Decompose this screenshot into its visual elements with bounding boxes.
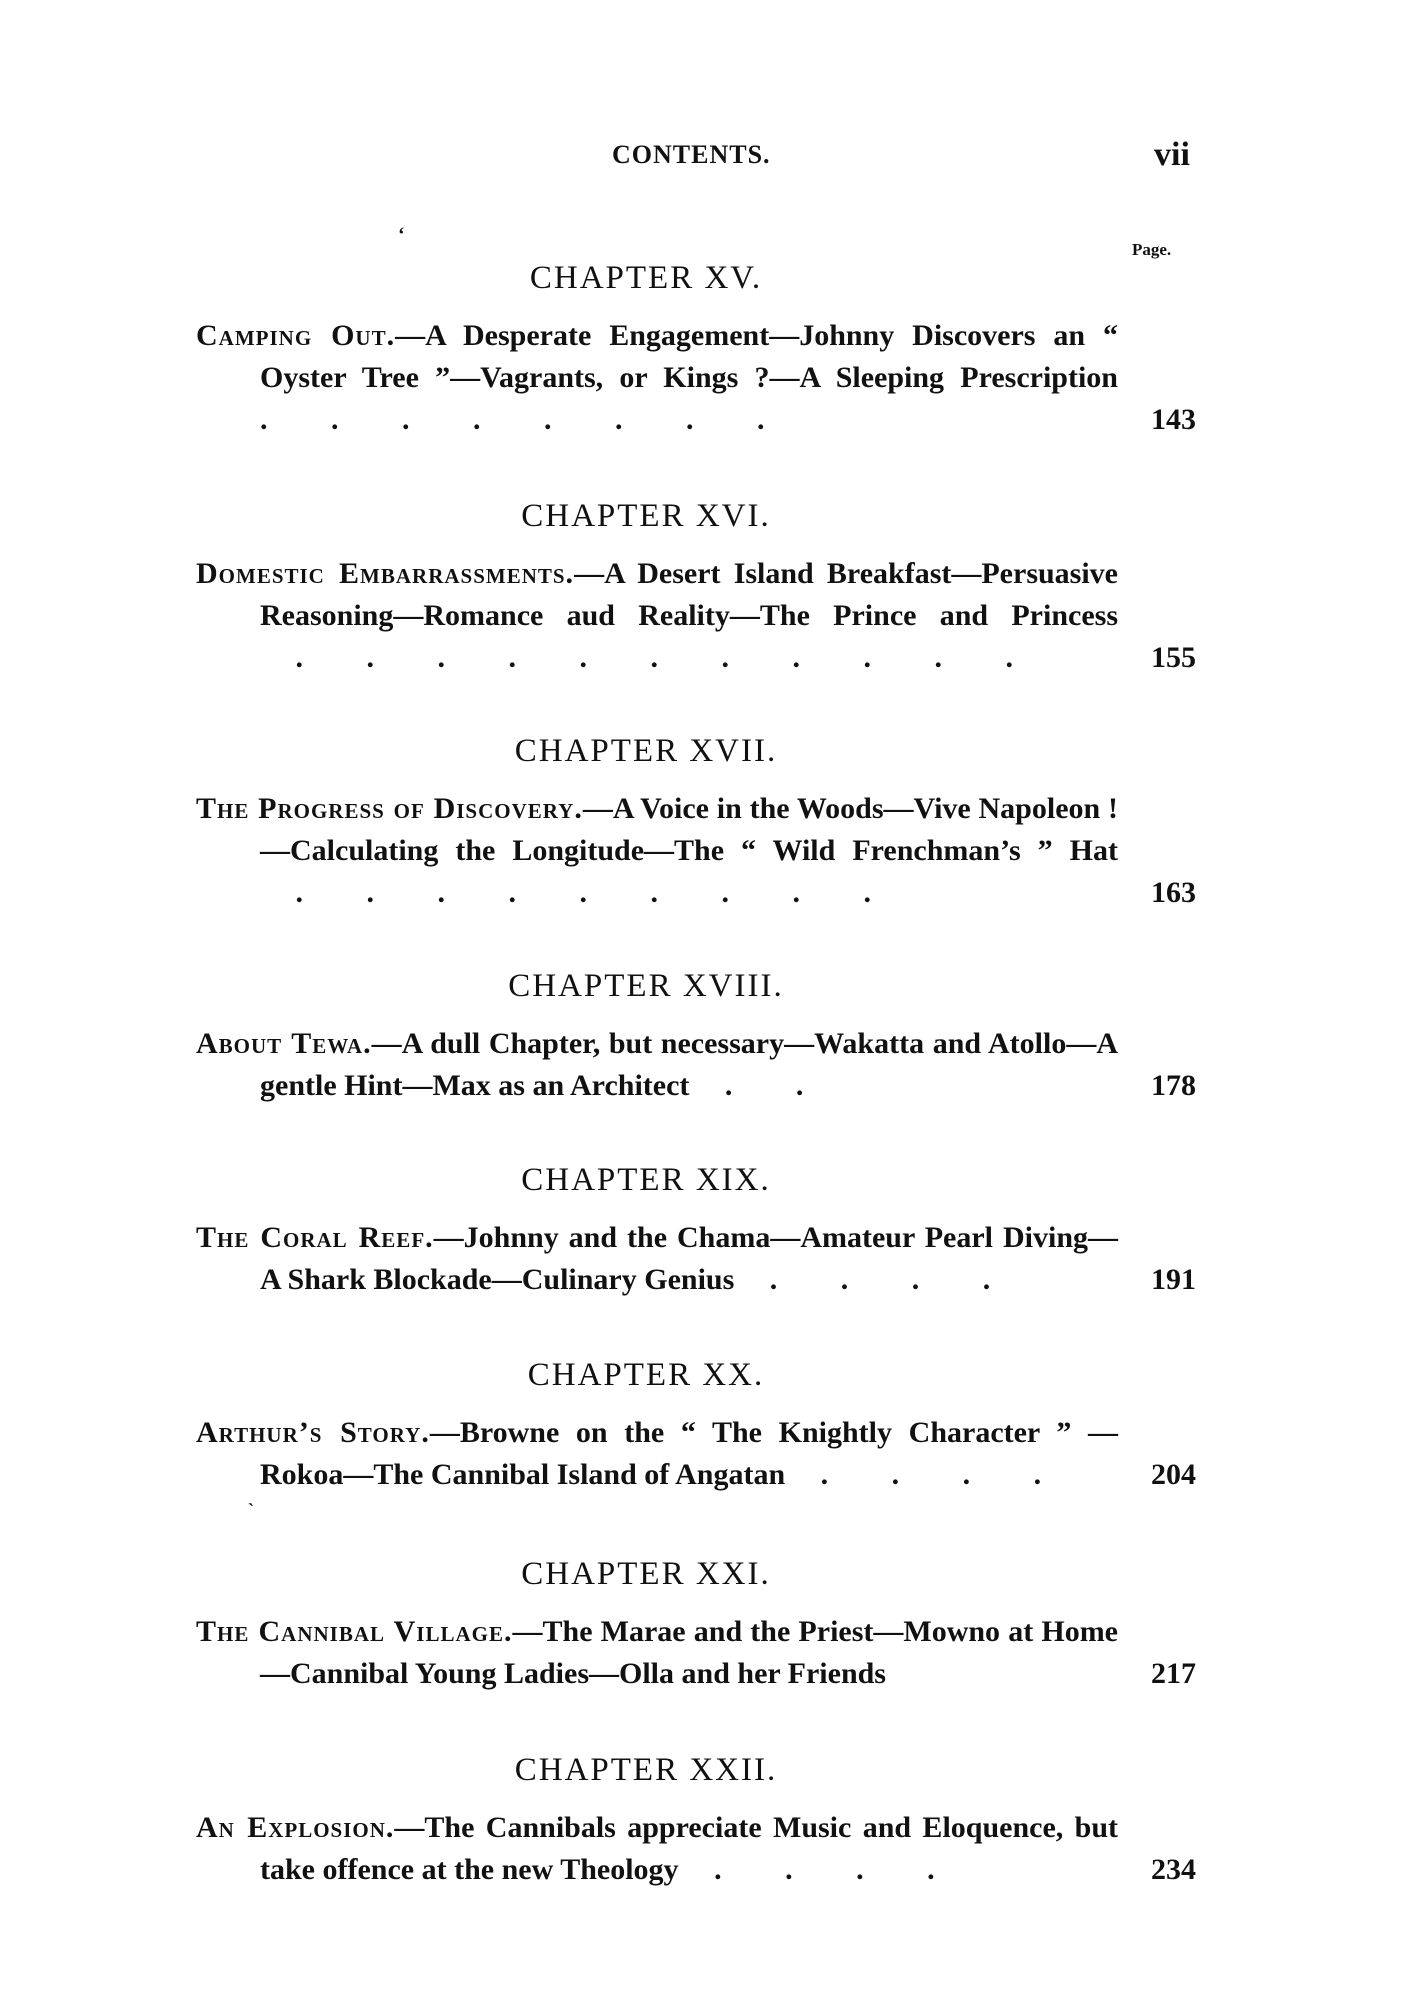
chapter-heading: CHAPTER XVII. xyxy=(514,733,778,769)
chapter-page-number: 217 xyxy=(1151,1657,1196,1690)
chapter-page-number: 155 xyxy=(1151,641,1196,674)
chapter-page-number: 204 xyxy=(1151,1458,1196,1491)
chapter-heading: CHAPTER XXII. xyxy=(514,1752,778,1788)
dot-leaders: . . . . . . . . xyxy=(260,403,793,436)
chapter-summary-text xyxy=(196,553,1118,679)
chapter-synopsis: —A dull Chapter, but necessary—Wakatta and Atollo—A gentle Hint—Max as an Architect xyxy=(260,1027,1118,1102)
chapter-title: The Coral Reef. xyxy=(196,1221,434,1254)
chapter-entry-xix xyxy=(196,1162,1196,1301)
chapter-heading: CHAPTER XVIII. xyxy=(508,968,784,1004)
chapter-summary-text xyxy=(196,1807,1118,1891)
chapter-synopsis: —A Desperate Engagement—Johnny Discovers an “ Oyster Tree ”—Vagrants, or Kings ?—A Sleeping Prescription xyxy=(260,319,1118,394)
dot-leaders: . . . . xyxy=(785,1458,1070,1491)
chapter-summary xyxy=(196,1412,1196,1496)
stray-ink-mark: ` xyxy=(248,1500,254,1520)
running-head xyxy=(0,136,1404,180)
dot-leaders: . . . . xyxy=(734,1263,1019,1296)
chapter-title: An Explosion. xyxy=(196,1811,395,1844)
chapter-summary-text xyxy=(196,1023,1118,1107)
chapter-summary xyxy=(196,315,1196,441)
chapter-page-number: 163 xyxy=(1151,876,1196,909)
chapter-entry-xviii xyxy=(196,968,1196,1107)
chapter-entry-xvi xyxy=(196,498,1196,679)
chapter-page-number: 234 xyxy=(1151,1853,1196,1886)
chapter-summary-text xyxy=(196,315,1118,441)
chapter-synopsis: —Johnny and the Chama—Amateur Pearl Diving—A Shark Blockade—Culinary Genius xyxy=(260,1221,1119,1296)
chapter-title: About Tewa. xyxy=(196,1027,372,1060)
folio-page-number: vii xyxy=(1154,136,1190,173)
chapter-entry-xxii xyxy=(196,1752,1196,1891)
chapter-title: The Progress of Discovery. xyxy=(196,792,583,825)
chapter-title: Arthur’s Story. xyxy=(196,1416,430,1449)
dot-leaders: . . xyxy=(689,1069,832,1102)
dot-leaders: . . . . xyxy=(678,1853,963,1886)
chapter-summary-text xyxy=(196,1611,1118,1695)
chapter-page-number: 178 xyxy=(1151,1069,1196,1102)
chapter-summary xyxy=(196,788,1196,914)
chapter-heading: CHAPTER XXI. xyxy=(521,1556,771,1592)
chapter-synopsis: —The Marae and the Priest—Mowno at Home—Cannibal Young Ladies—Olla and her Friends xyxy=(260,1615,1118,1690)
chapter-heading: CHAPTER XIX. xyxy=(521,1162,771,1198)
chapter-title: The Cannibal Village. xyxy=(196,1615,513,1648)
chapter-entry-xxi xyxy=(196,1556,1196,1695)
chapter-heading: CHAPTER XV. xyxy=(529,260,763,296)
stray-ink-mark: ‘ xyxy=(398,224,405,246)
chapter-summary xyxy=(196,553,1196,679)
chapter-title: Domestic Embarrassments. xyxy=(196,557,575,590)
chapter-synopsis: —The Cannibals appreciate Music and Eloquence, but take offence at the new Theology xyxy=(260,1811,1119,1886)
page-column-label: Page. xyxy=(1132,240,1172,259)
chapter-synopsis: —A Desert Island Breakfast—Persuasive Reasoning—Romance aud Reality—The Prince and Princess xyxy=(260,557,1118,632)
chapter-entry-xx xyxy=(196,1357,1196,1496)
chapter-heading: CHAPTER XVI. xyxy=(521,498,771,534)
chapter-synopsis: —A Voice in the Woods—Vive Napoleon !—Calculating the Longitude—The “ Wild Frenchman’s ” Hat xyxy=(260,792,1118,867)
dot-leaders: . . . . . . . . . xyxy=(260,876,899,909)
chapter-summary xyxy=(196,1023,1196,1107)
running-title: CONTENTS. xyxy=(612,140,771,169)
dot-leaders: . . . . . . . . . . . xyxy=(260,641,1041,674)
chapter-summary-text xyxy=(196,1412,1118,1496)
chapter-summary-text xyxy=(196,788,1118,914)
chapter-entry-xvii xyxy=(196,733,1196,914)
chapter-summary xyxy=(196,1217,1196,1301)
chapter-page-number: 143 xyxy=(1151,403,1196,436)
chapter-title: Camping Out. xyxy=(196,319,396,352)
chapter-page-number: 191 xyxy=(1151,1263,1196,1296)
chapter-entry-xv xyxy=(196,260,1196,441)
chapter-summary xyxy=(196,1807,1196,1891)
chapter-summary xyxy=(196,1611,1196,1695)
chapter-heading: CHAPTER XX. xyxy=(527,1357,765,1393)
chapter-synopsis: —Browne on the “ The Knightly Character ” —Rokoa—The Cannibal Island of Angatan xyxy=(260,1416,1118,1491)
chapter-summary-text xyxy=(196,1217,1118,1301)
